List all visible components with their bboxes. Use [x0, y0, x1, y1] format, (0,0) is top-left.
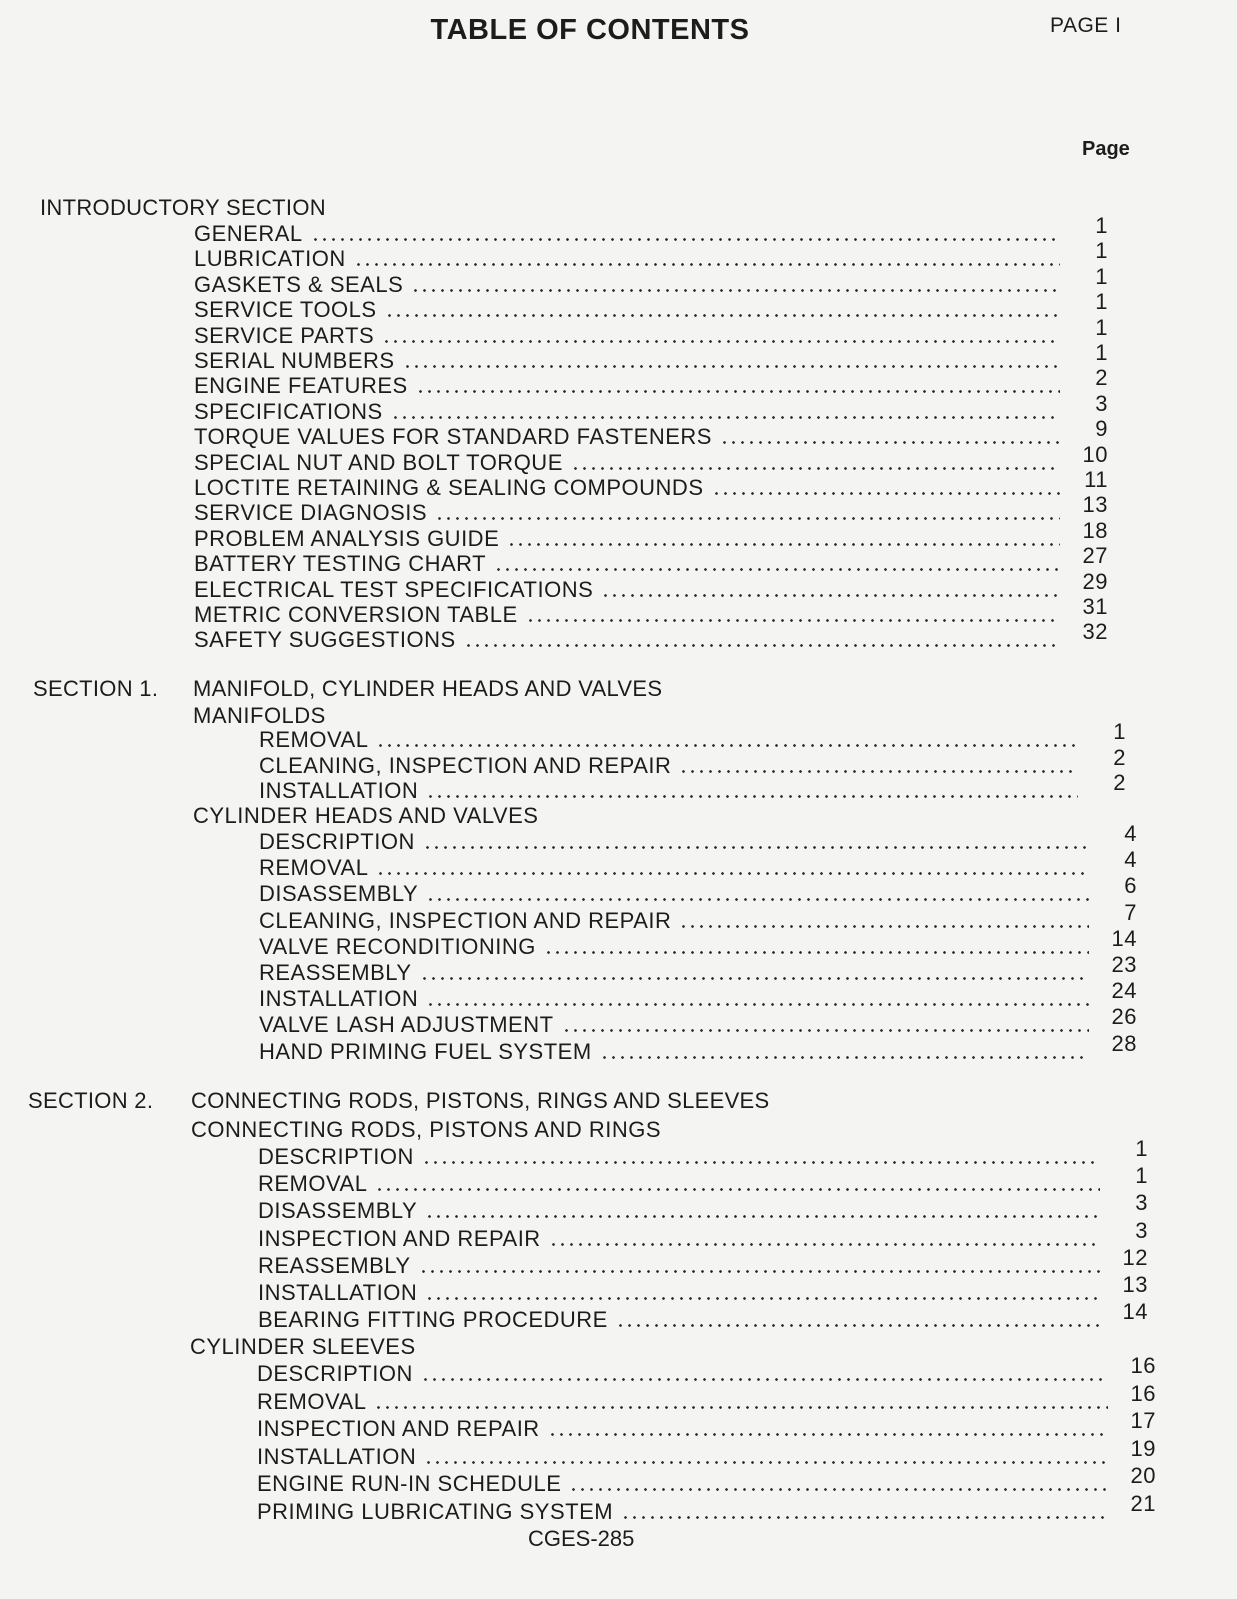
page-title: TABLE OF CONTENTS	[430, 14, 750, 46]
leader-dots	[423, 846, 1089, 849]
toc-entry-page: 26	[1111, 1004, 1137, 1030]
toc-entry-label: PRIMING LUBRICATING SYSTEM	[257, 1499, 614, 1524]
leader-dots	[571, 467, 1060, 470]
toc-entry-label: HAND PRIMING FUEL SYSTEM	[259, 1038, 592, 1064]
toc-entry	[257, 1491, 1156, 1525]
toc-entry-label: PROBLEM ANALYSIS GUIDE	[194, 525, 500, 551]
toc-entry-label: GENERAL	[194, 221, 303, 246]
toc-entry-label: INSTALLATION	[259, 986, 419, 1012]
toc-entry-label: SAFETY SUGGESTIONS	[194, 627, 456, 653]
toc-entry-label: INSTALLATION	[257, 1443, 417, 1469]
toc-entry-label: REMOVAL	[257, 1388, 367, 1414]
leader-dots	[720, 441, 1060, 444]
toc-entry-page: 13	[1082, 492, 1108, 518]
toc-entry-label: GASKETS & SEALS	[194, 271, 404, 297]
toc-entry-page: 24	[1111, 978, 1137, 1004]
toc-entry-page: 1	[1095, 263, 1108, 289]
toc-entry-page: 2	[1095, 365, 1108, 391]
toc-entry-page: 1	[1095, 289, 1108, 315]
toc-entry	[258, 1163, 1148, 1197]
toc-entry-page: 16	[1130, 1353, 1156, 1378]
toc-entry-label: DISASSEMBLY	[258, 1198, 418, 1224]
toc-entry-page: 1	[1135, 1136, 1148, 1161]
toc-entry-label: REMOVAL	[258, 1171, 368, 1197]
leader-dots	[419, 1270, 1100, 1273]
toc-entry	[194, 213, 1108, 247]
toc-entry-page: 13	[1122, 1272, 1148, 1297]
leader-dots	[601, 594, 1060, 597]
toc-entry-label: ENGINE RUN-IN SCHEDULE	[257, 1471, 562, 1497]
toc-entry-page: 3	[1095, 390, 1108, 416]
toc-entry	[257, 1380, 1156, 1415]
subsection-cylinder-sleeves: CYLINDER SLEEVES	[190, 1334, 416, 1359]
toc-entry-label: SERVICE PARTS	[194, 322, 375, 348]
leader-dots	[548, 1433, 1108, 1436]
toc-entry	[259, 952, 1137, 986]
leader-dots	[422, 1161, 1100, 1164]
leader-dots	[426, 795, 1078, 798]
subsection-cylinder-heads: CYLINDER HEADS AND VALVES	[193, 803, 539, 828]
toc-entry	[259, 978, 1137, 1012]
toc-entry-page: 18	[1082, 517, 1108, 543]
leader-dots	[569, 1488, 1108, 1491]
toc-entry	[194, 441, 1108, 476]
toc-entry	[259, 770, 1126, 804]
toc-entry-label: SERVICE TOOLS	[194, 297, 377, 323]
toc-entry-label: BEARING FITTING PROCEDURE	[258, 1307, 608, 1333]
toc-entry	[194, 619, 1108, 653]
toc-entry-page: 1	[1095, 213, 1108, 238]
toc-entry-label: REMOVAL	[259, 727, 369, 752]
toc-entry	[257, 1353, 1156, 1387]
toc-entry-page: 1	[1095, 314, 1108, 340]
leader-dots	[376, 872, 1089, 875]
leader-dots	[382, 340, 1060, 343]
leader-dots	[544, 951, 1089, 954]
subsection-connecting-rods: CONNECTING RODS, PISTONS AND RINGS	[191, 1117, 662, 1142]
toc-entry	[194, 467, 1108, 501]
toc-entry-page: 4	[1124, 847, 1137, 873]
toc-entry-label: SERIAL NUMBERS	[194, 348, 395, 373]
toc-entry-page: 20	[1130, 1463, 1156, 1489]
toc-entry	[259, 744, 1126, 779]
leader-dots	[621, 1516, 1108, 1519]
page-column-heading: Page	[1082, 138, 1130, 160]
toc-entry-label: METRIC CONVERSION TABLE	[194, 602, 518, 627]
toc-entry-label: DESCRIPTION	[259, 829, 415, 854]
toc-entry	[194, 289, 1108, 323]
toc-entry	[258, 1244, 1148, 1279]
toc-entry-label: VALVE LASH ADJUSTMENT	[259, 1012, 554, 1038]
toc-entry	[194, 390, 1108, 425]
toc-entry-page: 32	[1082, 619, 1108, 645]
leader-dots	[464, 644, 1060, 647]
leader-dots	[435, 517, 1060, 520]
leader-dots	[311, 238, 1060, 241]
page-number-label: PAGE I	[1050, 14, 1122, 37]
leader-dots	[411, 289, 1060, 292]
toc-entry	[258, 1190, 1148, 1224]
toc-entry-page: 2	[1113, 770, 1126, 795]
toc-entry-page: 1	[1095, 340, 1108, 365]
toc-entry	[194, 238, 1108, 272]
toc-entry	[258, 1299, 1148, 1333]
leader-dots	[403, 365, 1060, 368]
toc-entry	[258, 1136, 1148, 1170]
toc-entry	[194, 263, 1108, 298]
toc-entry-page: 3	[1135, 1217, 1148, 1243]
toc-entry	[257, 1463, 1156, 1497]
subsection-manifolds: MANIFOLDS	[193, 703, 326, 728]
toc-entry	[259, 1030, 1137, 1065]
toc-entry-page: 17	[1130, 1408, 1156, 1434]
toc-entry-label: SERVICE DIAGNOSIS	[194, 500, 428, 526]
toc-entry	[258, 1217, 1148, 1252]
toc-entry-label: DISASSEMBLY	[259, 881, 419, 907]
intro-section-heading: INTRODUCTORY SECTION	[40, 195, 326, 220]
toc-entry-page: 23	[1111, 952, 1137, 977]
toc-entry-label: LOCTITE RETAINING & SEALING COMPOUNDS	[194, 475, 704, 500]
toc-entry-page: 28	[1111, 1030, 1137, 1056]
section-number: SECTION 1.	[33, 676, 159, 701]
toc-entry-label: REASSEMBLY	[258, 1252, 411, 1278]
toc-entry-label: CLEANING, INSPECTION AND REPAIR	[259, 907, 672, 933]
toc-entry	[194, 365, 1108, 399]
toc-entry-page: 1	[1113, 719, 1126, 744]
toc-entry-label: REASSEMBLY	[259, 960, 412, 985]
leader-dots	[374, 1406, 1108, 1409]
leader-dots	[420, 977, 1089, 980]
section-title: MANIFOLD, CYLINDER HEADS AND VALVES	[193, 676, 663, 701]
leader-dots	[354, 263, 1060, 266]
toc-entry-label: CLEANING, INSPECTION AND REPAIR	[259, 752, 672, 778]
leader-dots	[391, 416, 1060, 419]
leader-dots	[425, 1297, 1100, 1300]
toc-entry-label: INSTALLATION	[258, 1280, 418, 1305]
toc-entry	[259, 719, 1126, 753]
toc-entry	[194, 340, 1108, 374]
toc-entry	[194, 314, 1108, 349]
section-number: SECTION 2.	[28, 1088, 154, 1113]
leader-dots	[375, 1188, 1100, 1191]
leader-dots	[549, 1243, 1100, 1246]
leader-dots	[494, 568, 1060, 571]
document-code: CGES-285	[528, 1526, 635, 1551]
toc-entry-page: 14	[1122, 1299, 1148, 1325]
toc-entry-label: DESCRIPTION	[258, 1144, 414, 1169]
toc-entry	[259, 899, 1137, 934]
section-title: CONNECTING RODS, PISTONS, RINGS AND SLEEVES	[191, 1088, 770, 1113]
toc-entry	[194, 416, 1108, 450]
toc-entry	[194, 517, 1108, 552]
leader-dots	[416, 390, 1060, 393]
toc-entry-page: 7	[1124, 899, 1137, 925]
toc-entry-label: VALVE RECONDITIONING	[259, 933, 536, 959]
leader-dots	[679, 925, 1089, 928]
toc-entry	[259, 925, 1137, 960]
toc-entry-page: 19	[1130, 1435, 1156, 1461]
toc-entry-label: LUBRICATION	[194, 246, 346, 272]
leader-dots	[421, 1378, 1108, 1381]
toc-entry-page: 4	[1124, 821, 1137, 846]
toc-entry-page: 10	[1082, 441, 1108, 467]
toc-entry-page: 16	[1130, 1380, 1156, 1406]
toc-entry-label: SPECIFICATIONS	[194, 398, 383, 424]
toc-entry	[194, 492, 1108, 526]
toc-entry-page: 6	[1124, 873, 1137, 899]
leader-dots	[426, 1003, 1089, 1006]
leader-dots	[712, 492, 1060, 495]
toc-entry-page: 27	[1082, 543, 1108, 569]
toc-entry-label: TORQUE VALUES FOR STANDARD FASTENERS	[194, 424, 712, 450]
toc-entry-page: 1	[1095, 238, 1108, 264]
toc-entry	[257, 1408, 1156, 1442]
toc-entry-page: 12	[1122, 1244, 1148, 1270]
toc-entry-label: DESCRIPTION	[257, 1361, 413, 1386]
toc-entry-page: 11	[1084, 467, 1108, 492]
toc-entry-page: 9	[1095, 416, 1108, 442]
toc-entry-page: 2	[1113, 744, 1126, 770]
toc-entry-page: 1	[1135, 1163, 1148, 1189]
toc-entry	[257, 1435, 1156, 1470]
toc-entry-label: ENGINE FEATURES	[194, 373, 408, 399]
leader-dots	[425, 1215, 1100, 1218]
toc-entry	[194, 568, 1108, 603]
toc-entry	[194, 543, 1108, 577]
toc-entry-label: ELECTRICAL TEST SPECIFICATIONS	[194, 576, 594, 602]
toc-entry-label: BATTERY TESTING CHART	[194, 551, 487, 577]
toc-entry-label: INSPECTION AND REPAIR	[257, 1416, 540, 1442]
leader-dots	[616, 1324, 1100, 1327]
leader-dots	[385, 314, 1060, 317]
toc-entry-label: INSPECTION AND REPAIR	[258, 1225, 541, 1251]
toc-entry	[259, 821, 1137, 855]
leader-dots	[600, 1056, 1089, 1059]
leader-dots	[376, 744, 1078, 747]
toc-entry	[258, 1272, 1148, 1306]
leader-dots	[507, 543, 1060, 546]
toc-entry-page: 14	[1111, 925, 1137, 951]
toc-entry	[259, 1004, 1137, 1038]
leader-dots	[526, 619, 1060, 622]
leader-dots	[424, 1461, 1108, 1464]
toc-entry-page: 3	[1135, 1190, 1148, 1216]
toc-entry-label: REMOVAL	[259, 855, 369, 881]
toc-entry-page: 29	[1082, 568, 1108, 594]
toc-entry-label: INSTALLATION	[259, 778, 419, 803]
toc-entry	[259, 873, 1137, 907]
leader-dots	[562, 1029, 1089, 1032]
toc-entry	[259, 847, 1137, 881]
toc-entry-page: 21	[1130, 1491, 1156, 1516]
toc-entry	[194, 594, 1108, 628]
toc-entry-label: SPECIAL NUT AND BOLT TORQUE	[194, 449, 563, 475]
leader-dots	[679, 770, 1078, 773]
leader-dots	[426, 898, 1089, 901]
toc-entry-page: 31	[1082, 594, 1108, 619]
